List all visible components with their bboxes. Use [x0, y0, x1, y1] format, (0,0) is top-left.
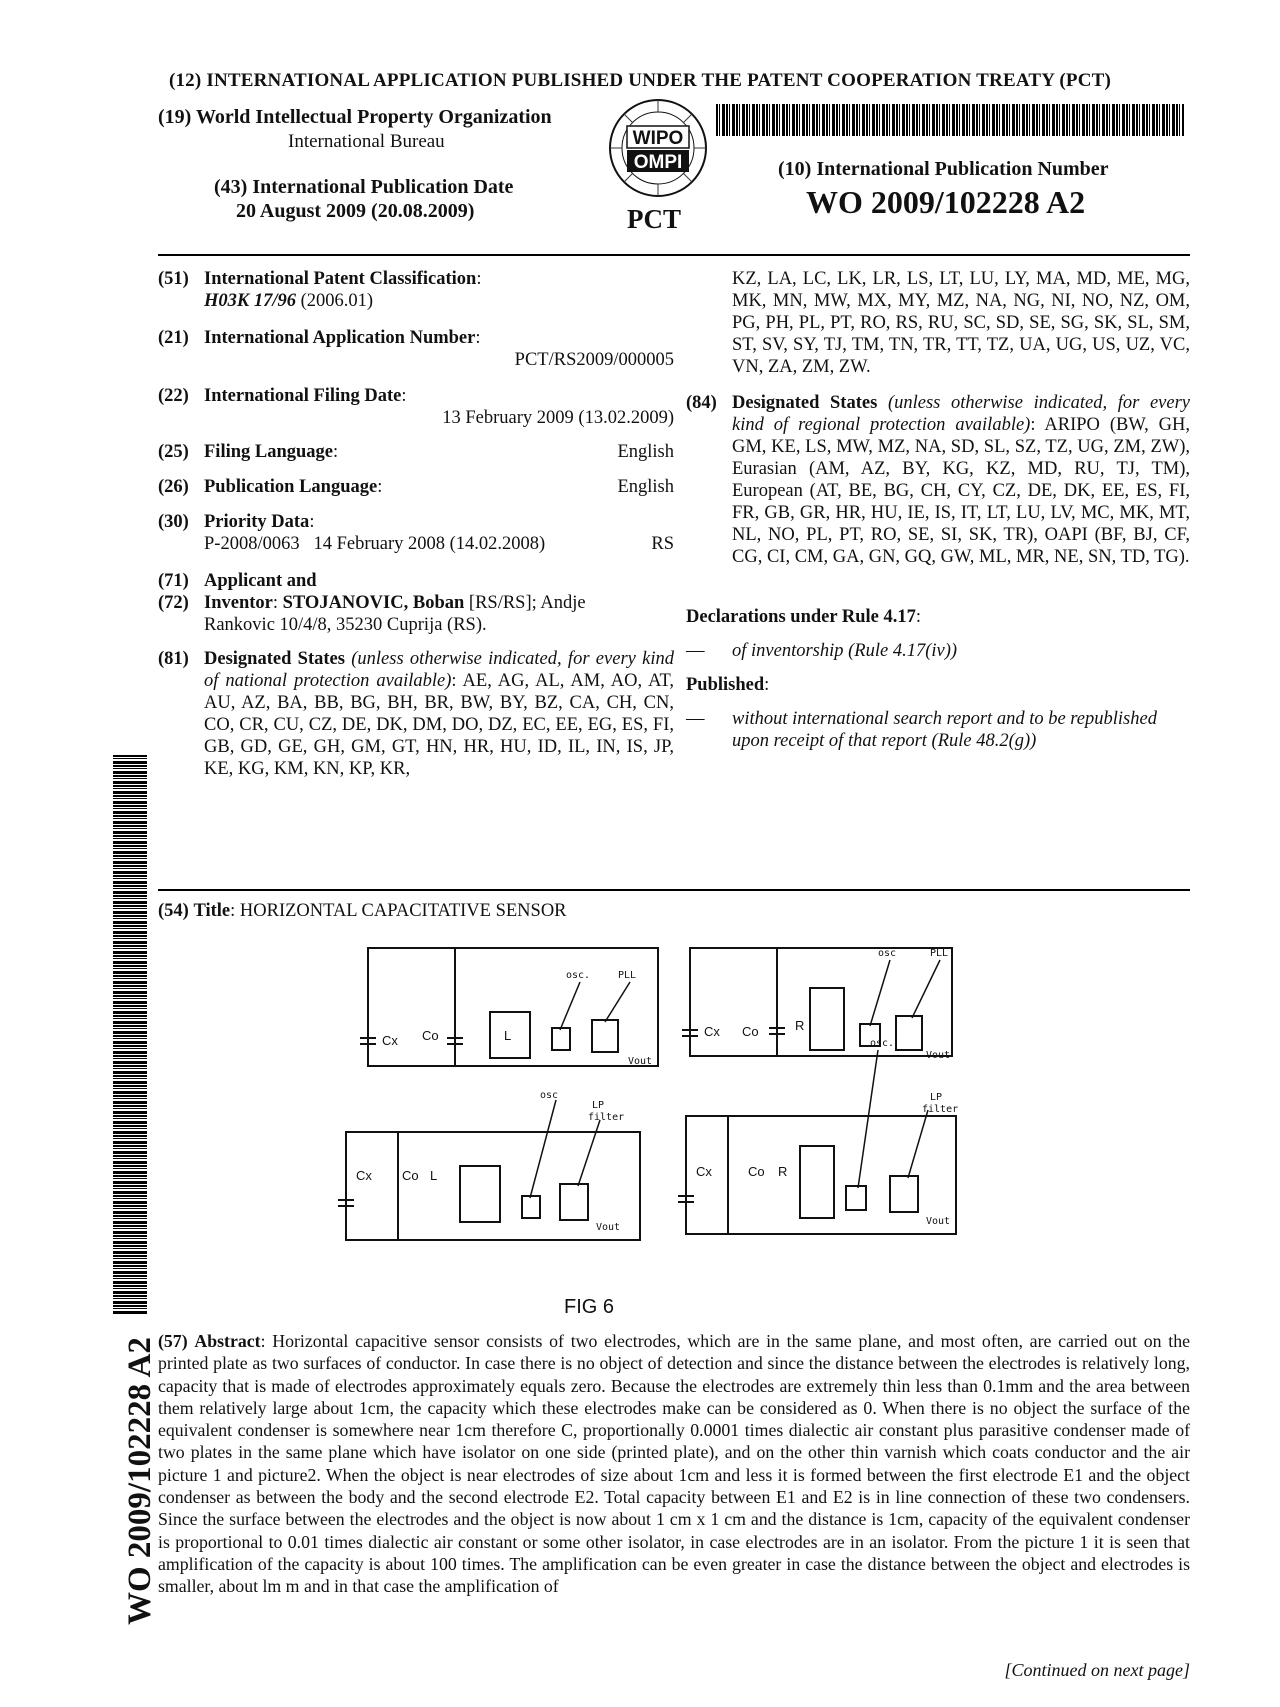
barcode-top [716, 104, 1184, 136]
svg-text:filter: filter [588, 1112, 625, 1123]
svg-text:osc.: osc. [870, 1038, 895, 1049]
svg-text:L: L [504, 1028, 512, 1043]
pct-mark: PCT [627, 204, 681, 234]
ompi-logo-text: OMPI [633, 152, 683, 173]
field-21: (21) International Application Number: PCT/RS2009/000005 [158, 328, 674, 370]
svg-text:PLL: PLL [618, 970, 637, 981]
published-item: — without international search report and to be republished upon receipt of that report (Rule 48.2(g)) [686, 709, 1157, 751]
svg-text:Cx: Cx [704, 1024, 720, 1039]
field-71-72: (71) Applicant and (72) Inventor: STOJANOVIC, Boban [RS/RS]; Andje Rankovic 10/4/8, 35230 Cuprija (RS). [158, 571, 586, 635]
svg-text:Vout: Vout [926, 1050, 951, 1061]
field-81-continued: KZ, LA, LC, LK, LR, LS, LT, LU, LY, MA, MD, ME, MG, MK, MN, MW, MX, MY, MZ, NA, NG, NI, NO, NZ, OM, PG, PH, PL, PT, RO, RS, RU, SC, SD, SE, SG, SK, SL, SM, ST, SV, SY, TJ, TM, TN, TR, TT, TZ, UA, UG, US, UZ, VC, VN, ZA, ZM, ZW. [732, 269, 1190, 377]
field-30: (30) Priority Data: P-2008/0063 14 February 2008 (14.02.2008) RS [158, 512, 674, 554]
svg-text:Vout: Vout [926, 1216, 951, 1227]
pub-number-label: (10) International Publication Number [778, 158, 1109, 180]
declarations-heading: Declarations under Rule 4.17: [686, 607, 922, 627]
circuit-3 [338, 1090, 640, 1240]
abstract: (57) Abstract: Horizontal capacitive sensor consists of two electrodes, which are in the same plane, and most often, are carried out on the printed plate as two surfaces of conductor. In case there is no object of detection and since the distance between the electrodes is relatively long, capacity that is made of electrodes approximately equals zero. Because the electrodes are extremely thin less than 0.1mm and the area between them relatively large about 1cm, the capacity which these electrodes make can be considered as 0. When there is no object the surface of the equivalent condenser is somewhere near 1cm therefore C, proportionally 0.0001 times dialectic air constant plus parasitive condenser made of two plates in the same plane which have isolator on one side (printed plate), and on the other thin varnish which coats conductor and the air picture 1 and picture2. When the object is near electrodes of size about 1cm and less it is formed between the first electrode E1 and the object condenser as between the body and the second electrode E2. Total capacity between E1 and E2 is in line connection of these two condensers. Since the surface between the electrodes and the object is now about 1 cm x 1 cm and the distance is 1cm, capacity of the equivalent condenser is proportional to 0.01 times dialectic air constant or some other isolator, in case electrodes are in an isolator. From the picture 1 it is seen that amplification of the capacity is about 100 times. The amplification can be even greater in case the distance between the object and electrodes is smaller, about lm m and in that case the amplification of [158, 1331, 1190, 1597]
side-publication-number: WO 2009/102228 A2 [122, 1337, 158, 1625]
pub-date-label: (43) International Publication Date [214, 176, 514, 198]
svg-text:R: R [778, 1164, 788, 1179]
svg-text:osc.: osc. [566, 970, 591, 981]
org-name: (19) World Intellectual Property Organization [158, 106, 552, 128]
svg-text:R: R [795, 1018, 805, 1033]
wipo-logo-text: WIPO [632, 128, 684, 149]
svg-text:Co: Co [422, 1028, 439, 1043]
svg-text:Vout: Vout [628, 1056, 653, 1067]
org-bureau: International Bureau [288, 131, 445, 152]
figure-6-circuits [330, 940, 1010, 1285]
svg-text:osc: osc [540, 1090, 559, 1101]
svg-text:Cx: Cx [382, 1033, 398, 1048]
svg-text:filter: filter [922, 1104, 959, 1115]
published-heading: Published: [686, 675, 770, 695]
field-22: (22) International Filing Date: 13 February 2009 (13.02.2009) [158, 386, 674, 428]
wipo-logo [603, 96, 713, 200]
svg-text:Co: Co [742, 1024, 759, 1039]
svg-text:L: L [430, 1168, 438, 1183]
document-header-title: (12) INTERNATIONAL APPLICATION PUBLISHED UNDER THE PATENT COOPERATION TREATY (PCT) [168, 70, 1112, 91]
svg-text:Co: Co [748, 1164, 765, 1179]
svg-text:osc: osc [878, 948, 897, 959]
circuit-1 [360, 948, 658, 1067]
field-25: (25) Filing Language: English [158, 442, 674, 462]
svg-text:LP: LP [592, 1100, 605, 1111]
svg-text:PLL: PLL [930, 948, 949, 959]
continued-note: [Continued on next page] [1004, 1660, 1190, 1680]
svg-text:Cx: Cx [356, 1168, 372, 1183]
circuit-4 [678, 1038, 958, 1234]
svg-text:LP: LP [930, 1092, 943, 1103]
barcode-side [113, 755, 147, 1315]
field-26: (26) Publication Language: English [158, 477, 674, 497]
svg-text:Co: Co [402, 1168, 419, 1183]
figure-caption: FIG 6 [564, 1296, 615, 1318]
declaration-item: — of inventorship (Rule 4.17(iv)) [686, 641, 958, 661]
svg-text:Vout: Vout [596, 1222, 621, 1233]
header-divider [158, 254, 1190, 256]
field-81: (81) Designated States (unless otherwise indicated, for every kind of national protection available): AE, AG, AL, AM, AO, AT, AU, AZ, BA, BB, BG, BH, BR, BW, BY, BZ, CA, CH, CN, CO, CR, CU, CZ, DE, DK, DM, DO, DZ, EC, EE, EG, ES, FI, GB, GD, GE, GH, GM, GT, HN, HR, HU, ID, IL, IN, IS, JP, KE, KG, KM, KN, KP, KR, [158, 649, 674, 779]
field-84: (84) Designated States (unless otherwise indicated, for every kind of regional protection available): ARIPO (BW, GH, GM, KE, LS, MW, MZ, NA, SD, SL, SZ, TZ, UG, ZM, ZW), Eurasian (AM, AZ, BY, KG, KZ, MD, RU, TJ, TM), European (AT, BE, BG, CH, CY, CZ, DE, DK, EE, ES, FI, FR, GB, GR, HR, HU, IE, IS, IT, LT, LU, LV, MC, MK, MT, NL, NO, PL, PT, RO, SE, SI, SK, TR), OAPI (BF, BJ, CF, CG, CI, CM, GA, GN, GQ, GW, ML, MR, NE, SN, TD, TG). [686, 393, 1191, 567]
pub-date-value: 20 August 2009 (20.08.2009) [236, 200, 475, 222]
field-51: (51) International Patent Classification: H03K 17/96 (2006.01) [158, 269, 482, 311]
title-divider [158, 889, 1190, 891]
circuit-2 [682, 948, 952, 1061]
field-54: (54) Title: HORIZONTAL CAPACITATIVE SENSOR [158, 901, 567, 921]
svg-text:Cx: Cx [696, 1164, 712, 1179]
pub-number-value: WO 2009/102228 A2 [806, 184, 1086, 220]
